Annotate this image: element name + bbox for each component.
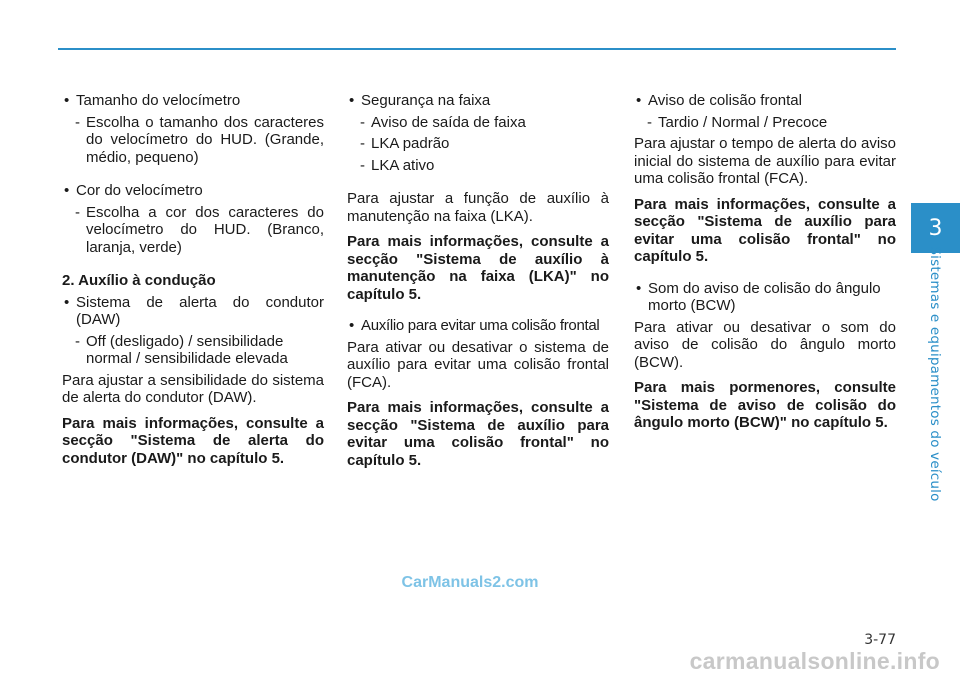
sub-item: - LKA ativo xyxy=(360,156,435,174)
column-2 xyxy=(347,92,609,477)
paragraph: Para ativar ou desativar o sistema de auxílio para evitar uma colisão frontal (FCA). xyxy=(347,338,609,391)
sub-item: - Tardio / Normal / Precoce xyxy=(647,113,828,131)
reference-note: Para mais informações, consulte a secção "Sistema de auxílio para evitar uma colisão frontal" no capítulo 5. xyxy=(347,399,609,469)
section-heading: 2. Auxílio à condução xyxy=(62,272,216,289)
reference-note: Para mais pormenores, consulte "Sistema de aviso de colisão do ângulo morto (BCW)" no capítulo 5. xyxy=(634,379,896,431)
sub-item: - Escolha o tamanho dos caracteres do velocímetro do HUD. (Grande, médio, pequeno) xyxy=(75,113,324,166)
bullet-forward-collision-warning: • Aviso de colisão frontal xyxy=(634,92,896,110)
chapter-title: Sistemas e equipamentos do veículo xyxy=(927,246,943,502)
bullet-speedometer-size: • Tamanho do velocímetro xyxy=(62,92,324,110)
column-3 xyxy=(634,92,896,440)
bullet-speedometer-color: • Cor do velocímetro xyxy=(62,182,324,200)
reference-note: Para mais informações, consulte a secção "Sistema de alerta do condutor (DAW)" no capítulo 5. xyxy=(62,414,324,467)
sub-item: - Aviso de saída de faixa xyxy=(360,113,526,131)
watermark-carmanuals2: CarManuals2.com xyxy=(401,574,539,591)
paragraph: Para ajustar a sensibilidade do sistema de alerta do condutor (DAW). xyxy=(62,371,324,406)
page-number: 3-77 xyxy=(864,632,896,648)
column-1 xyxy=(62,92,324,475)
reference-note: Para mais informações, consulte a secção "Sistema de auxílio para evitar uma colisão frontal" no capítulo 5. xyxy=(634,195,896,265)
sub-item: - LKA padrão xyxy=(360,135,450,152)
reference-note: Para mais informações, consulte a secção "Sistema de auxílio à manutenção na faixa (LKA)" no capítulo 5. xyxy=(347,233,609,303)
header-rule xyxy=(58,48,896,50)
bullet-lane-safety: • Segurança na faixa xyxy=(347,92,609,110)
chapter-number: 3 xyxy=(928,215,943,241)
watermark-carmanualsonline: carmanualsonline.info xyxy=(689,648,940,674)
bullet-daw: • Sistema de alerta do condutor (DAW) xyxy=(62,294,324,329)
sub-item: - Escolha a cor dos caracteres do velocímetro do HUD. (Branco, laranja, verde) xyxy=(75,203,324,256)
paragraph: Para ajustar o tempo de alerta do aviso inicial do sistema de auxílio para evitar uma colisão frontal (FCA). xyxy=(634,135,896,187)
paragraph: Para ajustar a função de auxílio à manutenção na faixa (LKA). xyxy=(347,190,609,225)
sub-item: - Off (desligado) / sensibilidade normal / sensibilidade elevada xyxy=(75,332,288,367)
bullet-bcw-sound: • Som do aviso de colisão do ângulo morto (BCW) xyxy=(634,280,896,315)
bullet-fca: • Auxílio para evitar uma colisão frontal xyxy=(347,317,609,335)
paragraph: Para ativar ou desativar o som do aviso de colisão do ângulo morto (BCW). xyxy=(634,318,896,371)
